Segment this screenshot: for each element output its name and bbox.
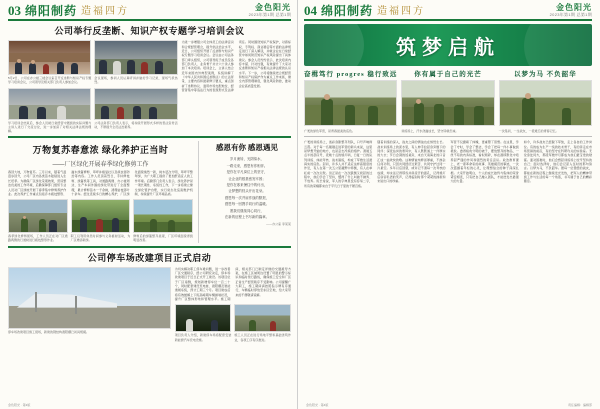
subhead-2: 你有属于自己的光芒 (414, 71, 482, 79)
feature-caption-row (304, 128, 592, 133)
masthead-brand-right: 金色阳光 (556, 3, 592, 12)
masthead-title-right: 绵阳制药 (321, 4, 374, 19)
sidebar-headline: 感恩有你 感恩遇见 (216, 143, 278, 153)
feature-photo-2 (401, 80, 494, 126)
masthead-right-group-right (550, 4, 592, 17)
article-two-photo-1 (8, 199, 68, 233)
right-page-footer-left: 金色阳光 · 第4版 (306, 403, 329, 407)
banner-title: 筑梦启航 (396, 36, 500, 59)
article-three-caption-2: 项目负责人介绍，新建停车场将配套安装新能源汽车充电设施。 (174, 333, 232, 342)
right-page-footer-right: 责任编辑：编辑部 (567, 403, 592, 407)
article-three (8, 251, 291, 342)
lead-photo-caption-1: 5月2日，公司在办公楼三楼会议室召开反垄断与知识产权专题学习培训会议，公司领导及相关部门负责人参加会议。 (8, 76, 92, 85)
article-two-caption-2: 职工们利用休息时间参与义务植树活动，为厂区增添新绿。 (70, 234, 131, 243)
masthead-subtitle-right: 造福四方 (377, 6, 426, 18)
poem-line-2: 是你在平凡岗位上的坚守， (226, 170, 268, 175)
poem-line-7: 感恩每一回携手同行的温暖。 (224, 202, 269, 207)
lead-article-body: 为进一步增强公司全体员工的法律意识和合规经营理念，提升依法治企水平，近日，公司组织开展了反垄断与知识产权专题学习培训会议。会议由公司法务部门牵头组织，公司领导班子成员及各部门负责人、业务骨干共计六十余人参加了本次培训。培训会上，主讲人结合近年来国内外典型案例，系统讲解了《中华人民共和国反垄断法》的立法背景、主要内容和最新修订要点，重点剖析了垄断协议、滥用市场支配地位、经营者集中等违法行为的表现形式及法律责任。同时围绕知识产权保护，对商标权、专利权、商业秘密等方面的法律规定进行了深入解读，并就企业在日常经营中如何防范知识产权风险提出了具体建议。参会人员纷纷表示，此次培训内容丰富、针对性强，有效提升了大家对反垄断和知识产权相关法律法规的认识水平。下一步，公司将继续把合规经营和知识产权保护作为重点工作来抓，健全内部管理制度，强化风险防控，推动企业高质量发展。 (181, 40, 291, 92)
poem-line-5: 让梦想的枝头开出花朵。 (228, 189, 266, 194)
feature-caption-3: 一次集训，一生战友，一段难忘的青春记忆。 (498, 129, 559, 134)
page-number: 03 (8, 3, 21, 19)
article-two-headline: 万物复苏春意浓 绿化养护正当时 (32, 145, 169, 156)
article-three-caption-3: 施工人员正在进行场地平整和基础浇筑作业，各项工序有序推进。 (234, 333, 291, 342)
article-three-photo-3 (234, 304, 291, 332)
lead-photo-caption-2: 会议现场，参训人员认真听讲并做好学习记录，现场气氛热烈。 (94, 76, 178, 85)
article-three-photo-1 (8, 267, 171, 329)
article-two-subtitle: ——厂区绿化开展春季绿化修剪工作 (52, 162, 149, 169)
lead-article-headline: 公司举行反垄断、知识产权专题学习培训会议 (54, 26, 245, 37)
right-page (298, 0, 600, 409)
article-two-photo-3 (133, 199, 193, 233)
feature-photo-row (304, 80, 592, 126)
feature-caption-2: 训练场上，汗水浇灌成长，坚守铸就忠诚。 (401, 129, 459, 134)
poem-line-6: 感恩每一次并肩作战的默契， (224, 195, 269, 200)
feature-column-4: 如今，许多战友已经脱下军装，走上各自的工作岗位。有的成为生产一线的技术骨干，有的奔走在市场营销的前沿，有的坚守在科研攻关的实验室。无论身处何方，那段军旅岁月都成为他们最宝贵的财富。面对困难时，他们会想起训练场上咬牙坚持的自己；面对选择时，他们会记起入伍时的那句誓言。以梦为马，不负韶华。愿每一位曾经的战友，都能在新的征程上继续发光发热，把军人的精神带到工作与生活的每一个角落，书写属于自己的精彩篇章。 (523, 140, 592, 184)
section-divider-2 (8, 246, 291, 248)
feature-column-3: 军营不仅磨砺了体魄，更重塑了思想。在这里，学会了守时，学会了整洁，学会了把每一件小事做到极致。叠得棱角分明的被子，摆放整齐的物品，一丝不苟的内务标准，看似琐碎，却在潜移默化中培养起严谨的作风和强烈的责任意识。政治教育课上，老一辈革命家的故事、英雄模范的事迹，一次次震撼着年轻的心灵，让理想信念的种子深深扎根。大家开始明白，个人的成长始终与集体的荣誉紧密相连，只有把自己融入团队，才能迸发出最强大的力量。 (450, 140, 519, 184)
left-masthead (8, 4, 291, 21)
lead-photo-caption-4: 公司法务部门负责人表示，将持续开展形式多样的普法宣传活动，不断提升全员法治素养。 (94, 120, 178, 129)
right-masthead (304, 4, 592, 21)
masthead-date-right: 2023年第1期 总第1期 (549, 11, 592, 17)
poem-line-1: 一路走来，感恩有你相伴。 (226, 163, 268, 168)
feature-photo-1 (304, 80, 397, 126)
lead-photo-4 (94, 88, 177, 120)
poem-line-4: 是你在寒来暑往中的付出， (226, 183, 268, 187)
feature-body-columns (304, 140, 592, 188)
lead-photo-3 (8, 88, 91, 120)
feature-column-2: 随着训练的深入，战友之间的情谊也在悄然生长。战术训练场上的泥水里，有人伸手拉起身旁倒下的同伴；深夜站岗的寒风中，有人默默递上一件厚实的大衣；节日会餐的饭桌旁，来自天南海北的口音汇成一曲欢快的歌。这种情谊纯粹而厚重，不掺杂任何功利，只因共同经历过艰苦、共同守护过同一片星空。多年以后回望，或许记不清每一次考核的成绩，却永远记得那些并肩流汗的面孔，记得熄灯后窃窃私语的笑声，记得临别时那个紧紧的拥抱和未说出口的珍重。 (377, 140, 446, 184)
article-three-caption-1: 停车场改建项目施工现场，新建的钢结构遮阳棚已初具规模。 (8, 329, 90, 334)
masthead-brand: 金色阳光 (255, 3, 291, 12)
poem-line-3: 让企业的根基愈发牢固； (228, 176, 266, 181)
left-page (0, 0, 298, 409)
lead-photo-group (8, 40, 178, 133)
left-page-footer: 金色阳光 · 第3版 (8, 403, 31, 407)
article-two (8, 141, 193, 242)
article-two-caption-3: 修剪后的绿篱整齐美观，厂区环境面貌得到明显改善。 (133, 234, 193, 243)
sidebar-poem (198, 141, 291, 242)
masthead-right-group (249, 4, 291, 17)
poem-line-8: 愿我们继续同心同行， (230, 208, 264, 213)
poem-signoff: ——办公室 李某某 (266, 221, 291, 226)
article-three-body: 为切实解决职工停车难问题，进一步改善厂区交通秩序，经公司研究决定，停车场改建项目于近日正式开工建设。该项目位于厂区南侧，规划新增停车位一百二十个，同时配套建设充电桩、遮阳棚及智能道闸系统，预计工期三个月。项目建成后将有效缓解上下班高峰期车辆拥堵状况，提升厂区整体形象和管理水平。施工期间，相关部门已制定详细的交通疏导方案，在施工区域周边设置了明显的警示标识和临时绕行路线，确保施工安全和厂区正常生产经营秩序不受影响。公司提醒广大职工，施工期间请按照指示牌有序通行，车辆临时停放至东区空地，给大家带来的不便敬请谅解。 (174, 266, 291, 301)
subhead-row (304, 69, 592, 78)
feature-caption-1: 广袤的绿色军营，是青春最美的底色。 (304, 129, 356, 134)
article-three-headline: 公司停车场改建项目正式启动 (87, 252, 212, 263)
subhead-3: 以梦为马 不负韶华 (514, 71, 577, 79)
lead-article (8, 24, 291, 133)
article-two-photo-2 (71, 199, 131, 233)
feature-banner (304, 24, 592, 66)
lead-photo-caption-3: 学习培训会结束后，参会人员就日常经营中遇到的实际问题与主讲人进行了交流讨论，进一步加深了对相关法律法规的理解。 (8, 120, 92, 133)
article-two-caption-1: 春季绿化修剪现场，工作人员正在对厂区道路两侧的行道树进行疏枝整形作业。 (8, 234, 68, 243)
article-two-body: 春回大地，万物复苏。三月以来，随着气温逐步回升，公司厂区内各类苗木陆续进入生长旺季。为确保厂区绿化景观效果，营造整洁优美的工作环境，后勤保障部门组织专业人员对厂区绿地开展了春季集中修剪养护作业。此次养护工作重点包括乔木疏枝整形、灌木绿篱修剪、草坪补植复壮以及病虫害防治等内容。工作人员顶着烈日，手持修枝剪、绿篱机等工具，对道路两侧、办公楼周边、生产车间外围的绿化带进行了全面整理，累计修剪苗木一千余株，清理枯枝落叶十余车。经过连续多日的精心养护，厂区绿化面貌焕然一新，树木层次分明，草坪平整翠绿，为广大职工提供了更加舒适宜人的工作环境。后勤部门负责人表示，绿化养护是一项长期性、系统性工作，下一步将建立健全绿化管护台账，实行常态化巡查维护机制，持续提升厂区环境品质。 (8, 170, 193, 196)
poem-line-0: 岁月流转，光阴似水， (230, 157, 264, 162)
poem-line-9: 在新的征程上书写新的篇章。 (224, 215, 269, 220)
feature-photo-3 (499, 80, 592, 126)
masthead-left-group-right (304, 4, 425, 17)
lead-photo-2 (94, 40, 177, 75)
masthead-left-group (8, 4, 129, 17)
page-number-right: 04 (304, 3, 317, 19)
subhead-1: 奋楫笃行 progres 稳行致远 (304, 71, 398, 79)
masthead-title: 绵阳制药 (25, 4, 78, 19)
masthead-subtitle: 造福四方 (81, 6, 130, 18)
article-three-photo-2 (175, 304, 232, 332)
lead-photo-1 (8, 40, 91, 75)
feature-column-1: 广袤的训练场上，迷彩身影整齐列队，口号声响彻云霄。对于每一名刚刚走进军营的新兵来说，这里是梦想开始的地方，也是意志淬炼的熔炉。清晨五点半的起床号，夜晚十点的熄灯哨，日复一日的队列训练、体能考核、战术演练，构成了军旅生活最真实的底色。起初，许多人并不适应这样高强度的作息，有人在第一次五公里越野中摔倒，有人在单杠前一次次失败。但正是在一次次跌倒又爬起的过程中，他们学会了坚持，懂得了什么叫做不抛弃、不放弃。班长常说，军人的字典里没有容易二字，所有的荣耀都来自于平凡日子里的千锤百炼。 (304, 140, 373, 188)
section-divider-1 (8, 136, 291, 138)
right-divider (304, 136, 592, 137)
masthead-date: 2023年第1期 总第1期 (248, 11, 291, 17)
